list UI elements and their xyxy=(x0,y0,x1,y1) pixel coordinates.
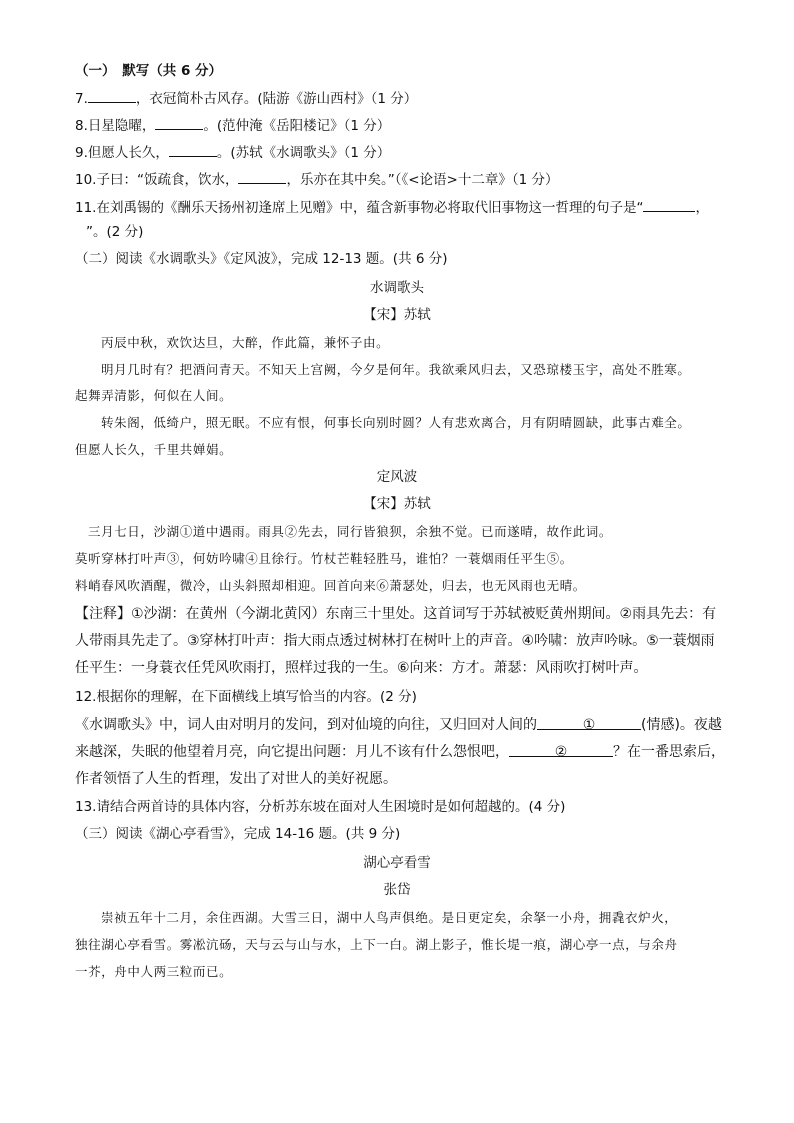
q10-text-post: ，乐亦在其中矣。”（《<论语>十二章》（1 分） xyxy=(286,172,559,188)
poem1-author: 【宋】苏轼 xyxy=(363,307,431,323)
poem2-author: 【宋】苏轼 xyxy=(363,496,431,512)
question-9 xyxy=(75,142,755,163)
q8-blank[interactable] xyxy=(155,115,203,130)
question-10 xyxy=(75,169,755,190)
q11-text-post: ”。(2 分) xyxy=(86,224,144,240)
question-11 xyxy=(75,197,755,218)
q11-text-mid: ， xyxy=(695,200,709,216)
q9-text-post: 。(苏轼《水调歌头》（1 分） xyxy=(216,145,391,161)
q12-text-1-post: (情感)。夜越 xyxy=(641,717,722,733)
question-11-line2 xyxy=(86,221,766,242)
question-8 xyxy=(75,115,755,136)
q9-text-pre: 9.但愿人长久， xyxy=(75,145,169,161)
question-13: 13.请结合两首诗的具体内容，分析苏东坡在面对人生困境时是如何超越的。(4 分) xyxy=(75,799,566,815)
question-12-line-2 xyxy=(75,742,755,762)
q11-text-pre: 11.在刘禹锡的《酬乐天扬州初逢席上见赠》中，蕴含新事物必将取代旧事物这一哲理的句子是“ xyxy=(75,200,644,216)
poem1-line-2: 起舞弄清影，何似在人间。 xyxy=(75,388,233,403)
question-12-line-3: 作者领悟了人生的哲理，发出了对世人的美好祝愿。 xyxy=(75,771,397,787)
q10-text-pre: 10.子曰：“饭疏食，饮水， xyxy=(75,172,239,188)
q7-text: ，衣冠简朴古风存。(陆游《游山西村》（1 分） xyxy=(135,91,418,107)
section1-heading: （一） 默写（共 6 分） xyxy=(75,63,223,79)
q7-blank[interactable] xyxy=(88,88,136,103)
q8-text-post: 。(范仲淹《岳阳楼记》（1 分） xyxy=(203,118,391,134)
poem2-line-1: 三月七日，沙湖①道中遇雨。雨具②先去，同行皆狼狈，余独不觉。已而遂晴，故作此词。 xyxy=(88,524,613,539)
essay-line-1: 崇祯五年十二月，余住西湖。大雪三日，湖中人鸟声俱绝。是日更定矣，余拏一小舟，拥毳衣炉火， xyxy=(101,910,678,925)
notes-line-2: 人带雨具先走了。③穿林打叶声：指大雨点透过树林打在树叶上的声音。④吟啸：放声吟咏。⑤一蓑烟雨 xyxy=(75,633,715,649)
question-7 xyxy=(75,88,755,109)
poem1-line-1: 明月几时有？把酒问青天。不知天上宫阙，今夕是何年。我欲乘风归去，又恐琼楼玉宇，高处不胜寒。 xyxy=(101,362,691,377)
q12-blank-2[interactable]: ② xyxy=(509,742,613,757)
q12-text-1: 《水调歌头》中，词人由对明月的发问，到对仙境的向往，又归回对人间的 xyxy=(75,717,537,733)
q7-number: 7. xyxy=(75,91,88,107)
q12-text-2-post: ？在一番思索后， xyxy=(613,744,725,760)
poem1-line-3: 转朱阁，低绮户，照无眠。不应有恨，何事长向别时圆？人有悲欢离合，月有阴晴圆缺，此事古难全。 xyxy=(101,415,691,430)
q12-text-2: 来越深，失眠的他望着月亮，向它提出问题：月儿不该有什么怨恨吧， xyxy=(75,744,509,760)
notes-line-1: 【注释】①沙湖：在黄州（今湖北黄冈）东南三十里处。这首词写于苏轼被贬黄州期间。②雨具先去：有 xyxy=(75,606,717,622)
poem1-preface: 丙辰中秋，欢饮达旦，大醉，作此篇，兼怀子由。 xyxy=(101,335,390,350)
essay-author: 张岱 xyxy=(383,882,411,898)
q12-blank-1[interactable]: ① xyxy=(537,715,641,730)
q8-text-pre: 8.日星隐曜， xyxy=(75,118,156,134)
poem2-line-2: 莫听穿林打叶声③，何妨吟啸④且徐行。竹杖芒鞋轻胜马，谁怕？一蓑烟雨任平生⑤。 xyxy=(75,551,573,566)
notes-line-3: 任平生：一身蓑衣任凭风吹雨打，照样过我的一生。⑥向来：方才。萧瑟：风雨吹打树叶声。 xyxy=(75,660,648,676)
essay-line-2: 独往湖心亭看雪。雾凇沆砀，天与云与山与水，上下一白。湖上影子，惟长堤一痕，湖心亭一点，与余舟 xyxy=(75,937,678,952)
poem1-line-4: 但愿人长久，千里共婵娟。 xyxy=(75,442,233,457)
q9-blank[interactable] xyxy=(169,142,217,157)
q11-blank-1[interactable] xyxy=(643,197,695,212)
essay-title: 湖心亭看雪 xyxy=(363,855,431,871)
question-12-line-1 xyxy=(75,715,755,735)
poem2-line-3: 料峭春风吹酒醒，微冷，山头斜照却相迎。回首向来⑥萧瑟处，归去，也无风雨也无晴。 xyxy=(75,578,586,593)
essay-line-3: 一芥，舟中人两三粒而已。 xyxy=(75,964,233,979)
section2-heading: （二）阅读《水调歌头》《定风波》，完成 12-13 题。(共 6 分) xyxy=(75,251,448,267)
poem1-title: 水调歌头 xyxy=(370,280,424,296)
poem2-title: 定风波 xyxy=(376,469,418,485)
q10-blank[interactable] xyxy=(238,169,286,184)
section3-heading: （三）阅读《湖心亭看雪》，完成 14-16 题。(共 9 分) xyxy=(75,826,401,842)
question-12-stem: 12.根据你的理解，在下面横线上填写恰当的内容。(2 分) xyxy=(75,689,417,705)
